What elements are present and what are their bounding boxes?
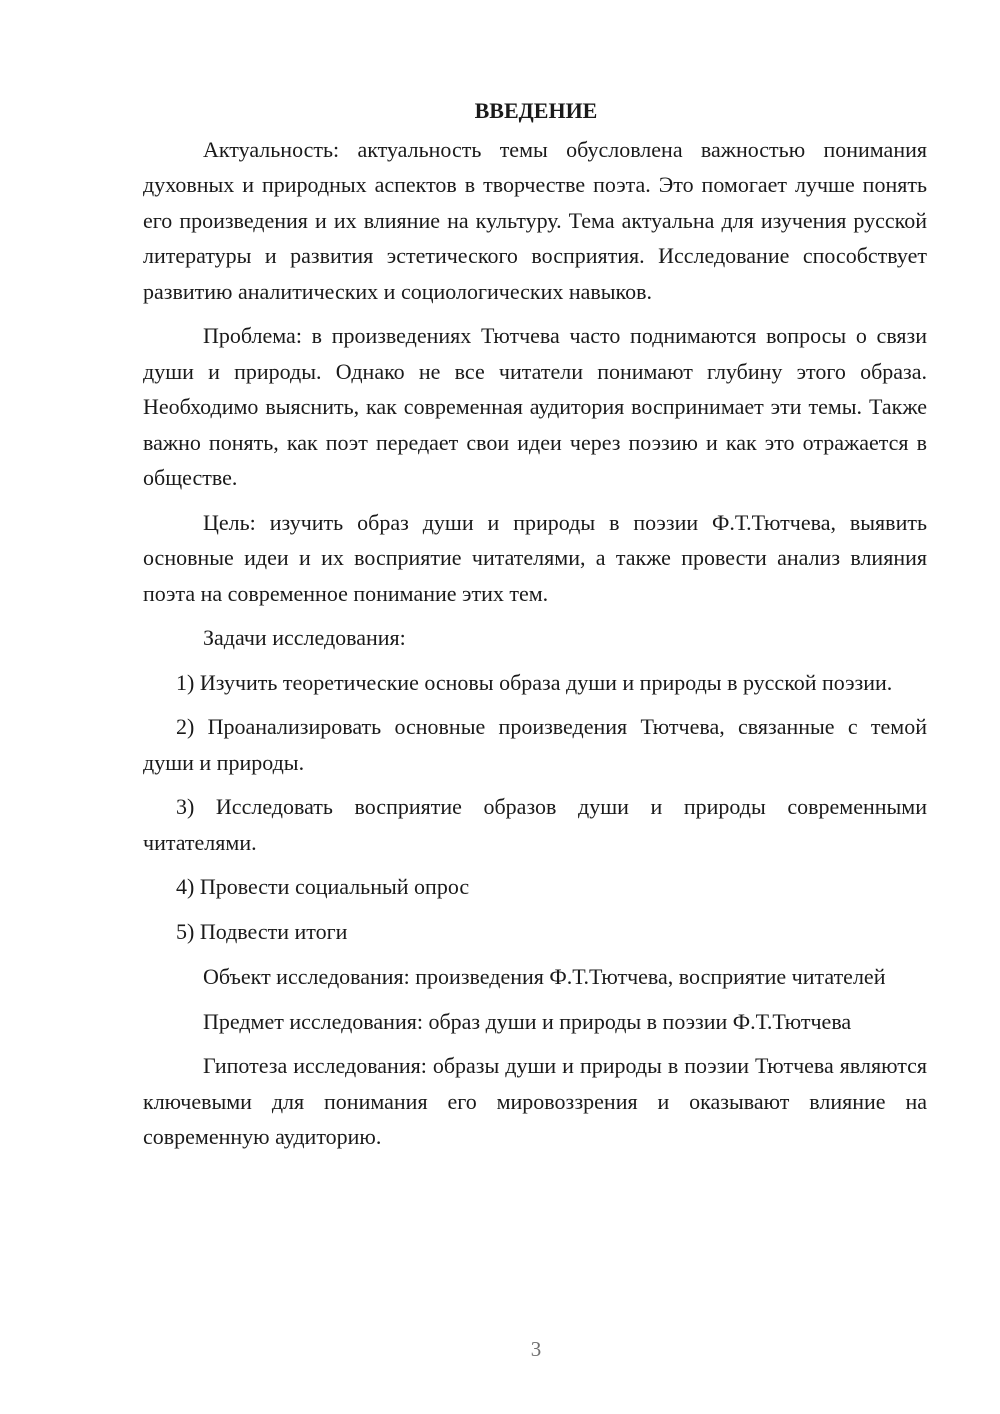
task-item: 1) Изучить теоретические основы образа души и природы в русской поэзии. xyxy=(176,669,893,695)
relevance-paragraph: Актуальность: актуальность темы обусловлена важностью понимания духовных и природных аспектов в творчестве поэта. Это помогает лучше понять его произведения и их влияние на культуру. Тема актуальна для изучения русской литературы и развития эстетического восприятия. Исследование способствует развитию аналитических и социологических навыков. xyxy=(143,136,927,304)
tasks-heading: Задачи исследования: xyxy=(203,625,406,650)
hypothesis-paragraph: Гипотеза исследования: образы души и природы в поэзии Тютчева являются ключевыми для понимания его мировоззрения и оказывают влияние на современную аудиторию. xyxy=(143,1053,927,1149)
task-item: 5) Подвести итоги xyxy=(176,918,348,944)
problem-paragraph: Проблема: в произведениях Тютчева часто поднимаются вопросы о связи души и природы. Однако не все читатели понимают глубину этого образа. Необходимо выяснить, как современная аудитория воспринимает эти темы. Также важно понять, как поэт передает свои идеи через поэзию и как это отражается в обществе. xyxy=(143,323,927,490)
subject-paragraph: Предмет исследования: образ души и природы в поэзии Ф.Т.Тютчева xyxy=(203,1008,852,1034)
section-title: ВВЕДЕНИЕ xyxy=(474,98,598,123)
goal-paragraph: Цель: изучить образ души и природы в поэзии Ф.Т.Тютчева, выявить основные идеи и их восприятие читателями, а также провести анализ влияния поэта на современное понимание этих тем. xyxy=(143,509,927,606)
task-item: 4) Провести социальный опрос xyxy=(176,874,470,899)
object-paragraph: Объект исследования: произведения Ф.Т.Тютчева, восприятие читателей xyxy=(203,964,886,989)
page-content xyxy=(143,93,927,1164)
page-number: 3 xyxy=(530,1337,542,1361)
task-item: 3) Исследовать восприятие образов души и природы современными читателями. xyxy=(143,794,927,855)
task-item: 2) Проанализировать основные произведения Тютчева, связанные с темой души и природы. xyxy=(143,714,927,775)
